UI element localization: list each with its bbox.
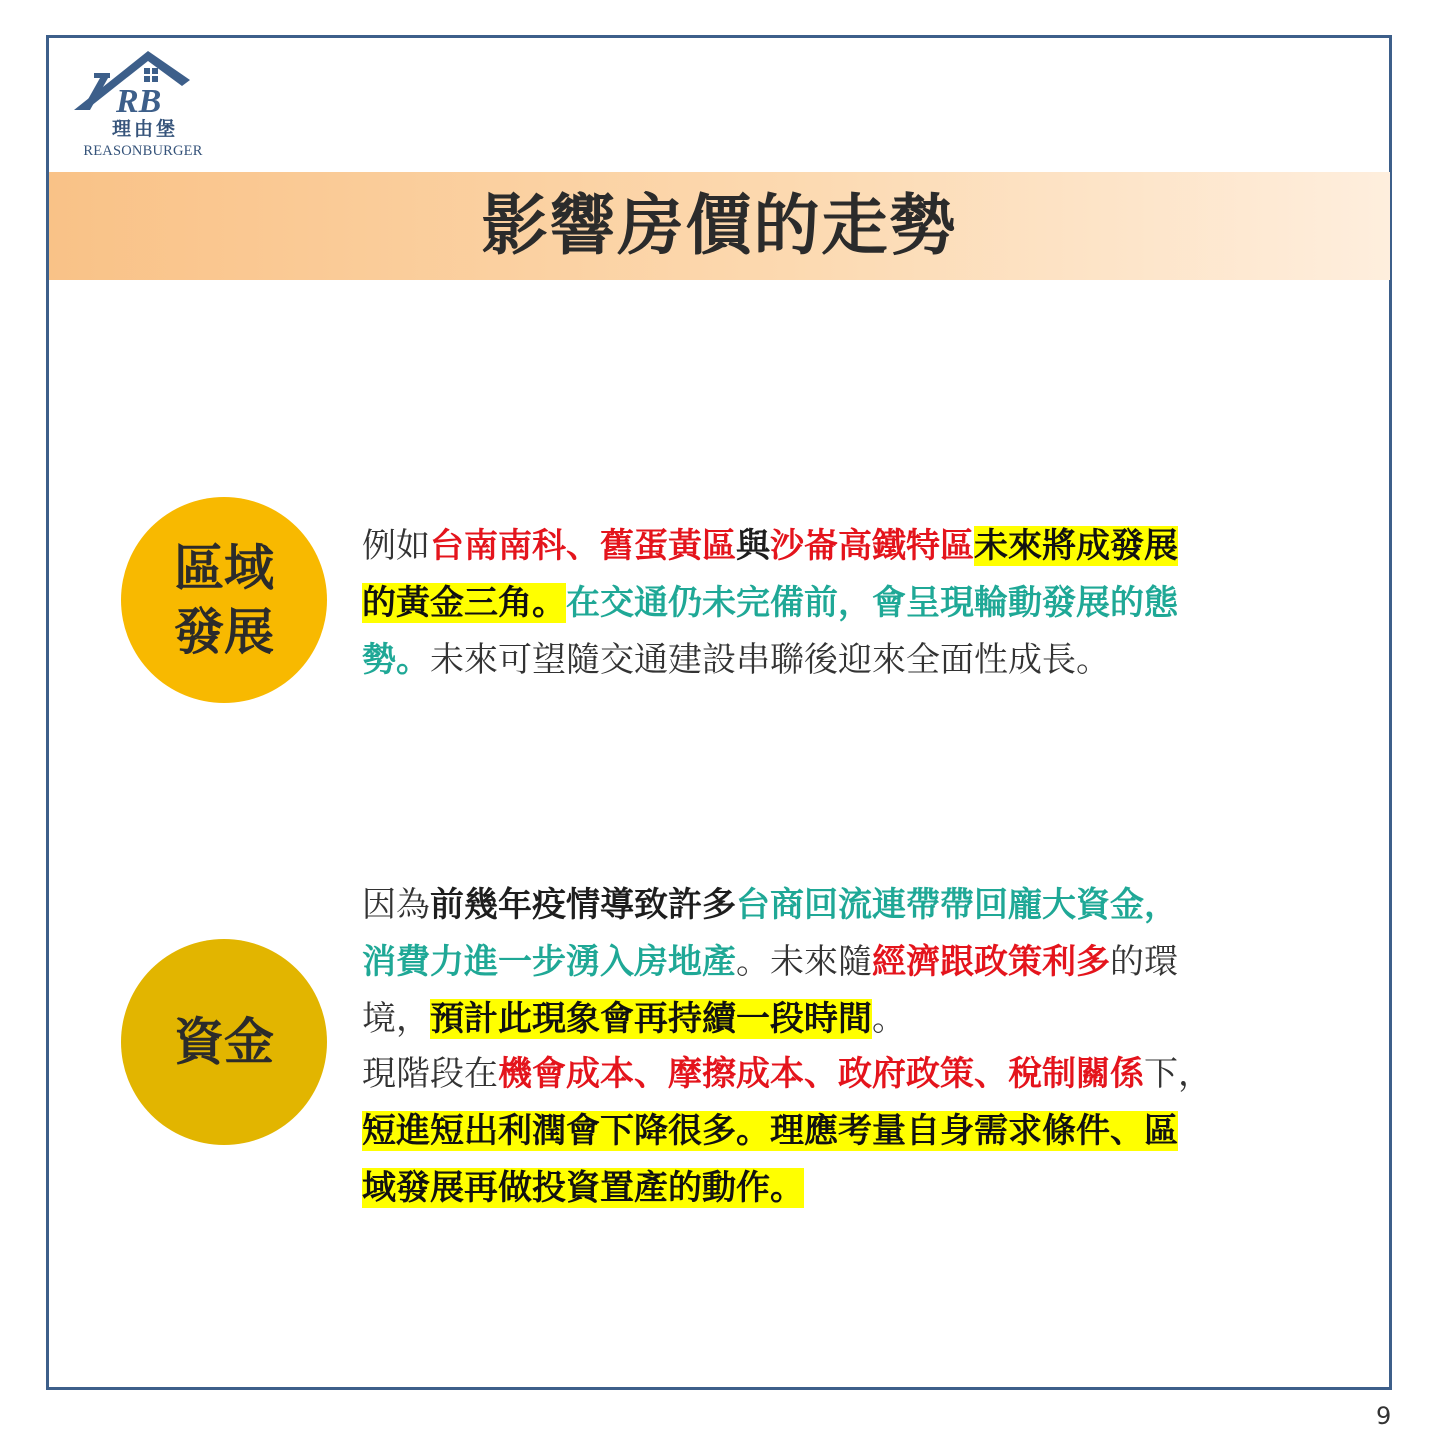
text-run: 勢。 xyxy=(362,640,430,680)
text-line xyxy=(362,934,1362,991)
section-tag-regional-development xyxy=(121,497,327,703)
text-run: 台南南科、舊蛋黃區 xyxy=(430,526,736,566)
text-run: 的黃金三角。 xyxy=(362,583,566,623)
text-run: 。未來隨 xyxy=(736,942,872,982)
text-run: 在交通仍未完備前，會呈現輪動發展的態 xyxy=(566,583,1178,623)
text-run: 短進短出利潤會下降很多。理應考量自身需求條件、區 xyxy=(362,1111,1178,1151)
text-line xyxy=(362,1103,1362,1160)
text-run: 例如 xyxy=(362,526,430,566)
house-logo-icon xyxy=(70,48,220,118)
text-run: 前幾年疫情導致許多 xyxy=(430,885,736,925)
logo-mark: RB xyxy=(116,83,162,118)
text-line xyxy=(362,575,1362,632)
text-line xyxy=(362,632,1362,689)
text-run: 預計此現象會再持續一段時間 xyxy=(430,999,872,1039)
text-run: 現階段在 xyxy=(362,1054,498,1094)
text-run: 經濟跟政策利多 xyxy=(872,942,1110,982)
text-run: 境， xyxy=(362,999,430,1039)
text-run: 的環 xyxy=(1110,942,1178,982)
text-line xyxy=(362,1160,1362,1217)
capital-paragraph-1 xyxy=(362,877,1362,1048)
text-run: 因為 xyxy=(362,885,430,925)
text-run: 機會成本、摩擦成本、政府政策、稅制關係 xyxy=(498,1054,1144,1094)
tag-line: 區域 xyxy=(174,539,274,597)
page-number: 9 xyxy=(1376,1402,1392,1430)
capital-paragraph-2 xyxy=(362,1046,1362,1217)
text-line xyxy=(362,877,1362,934)
title-banner xyxy=(49,172,1390,280)
logo-chinese-name: 理由堡 xyxy=(111,118,178,140)
text-run: 下， xyxy=(1144,1054,1212,1094)
section-tag-capital xyxy=(121,939,327,1145)
text-run: 未來可望隨交通建設串聯後迎來全面性成長。 xyxy=(430,640,1110,680)
regional-development-paragraph xyxy=(362,518,1362,689)
text-run: 與 xyxy=(736,526,770,566)
text-line xyxy=(362,991,1362,1048)
text-run: 。 xyxy=(872,999,906,1039)
text-run: 未來將成發展 xyxy=(974,526,1178,566)
logo xyxy=(70,48,220,163)
text-run: 消費力進一步湧入房地產 xyxy=(362,942,736,982)
text-run: 台商回流連帶帶回龐大資金， xyxy=(736,885,1178,925)
text-line xyxy=(362,1046,1362,1103)
text-run: 域發展再做投資置產的動作。 xyxy=(362,1168,804,1208)
page-title: 影響房價的走勢 xyxy=(481,187,958,264)
text-line xyxy=(362,518,1362,575)
text-run: 沙崙高鐵特區 xyxy=(770,526,974,566)
logo-english-name: REASONBURGER xyxy=(83,143,203,159)
tag-line: 發展 xyxy=(174,603,274,661)
tag-line: 資金 xyxy=(174,1013,274,1071)
